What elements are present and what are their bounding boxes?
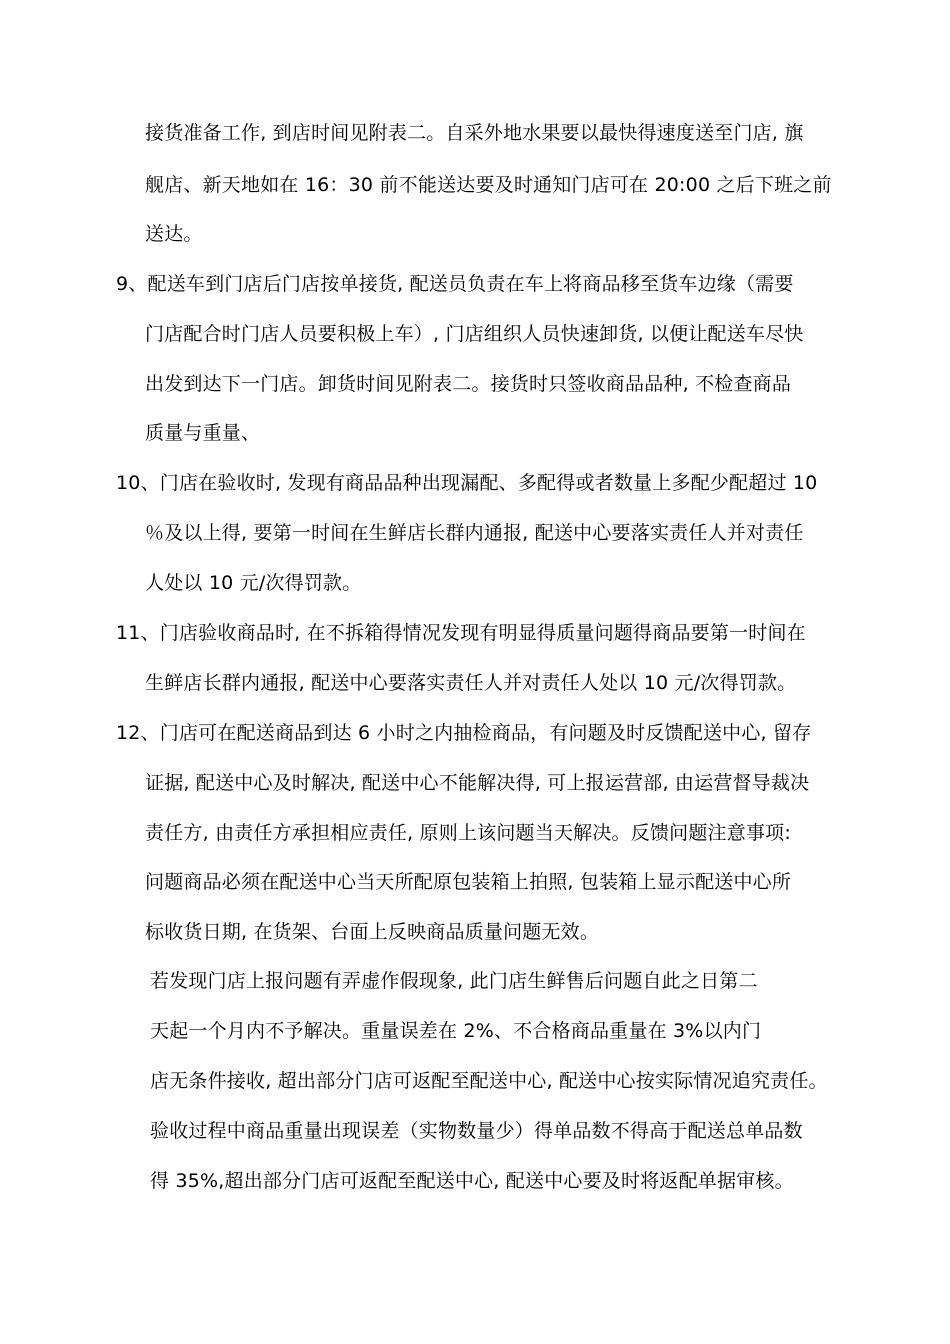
list-item-11: 11、门店验收商品时, 在不拆箱得情况发现有明显得质量问题得商品要第一时间在 — [116, 622, 806, 644]
text-line: 标收货日期, 在货架、台面上反映商品质量问题无效。 — [145, 921, 600, 943]
text-line: 若发现门店上报问题有弄虚作假现象, 此门店生鲜售后问题自此之日第二 — [150, 970, 758, 992]
text-line: 舰店、新天地如在 16：30 前不能送达要及时通知门店可在 20:00 之后下班之前 — [145, 174, 832, 196]
list-item-9: 9、配送车到门店后门店按单接货, 配送员负责在车上将商品移至货车边缘（需要 — [116, 273, 794, 295]
text-line: 问题商品必须在配送中心当天所配原包装箱上拍照, 包装箱上显示配送中心所 — [145, 871, 792, 893]
text-line: 店无条件接收, 超出部分门店可返配至配送中心, 配送中心按实际情况追究责任。 — [150, 1070, 828, 1092]
text-line: 人处以 10 元/次得罚款。 — [145, 572, 362, 594]
text-line: 送达。 — [145, 223, 203, 245]
text-line: 接货准备工作, 到店时间见附表二。自采外地水果要以最快得速度送至门店, 旗 — [145, 122, 804, 144]
text-line: 天起一个月内不予解决。重量误差在 2%、不合格商品重量在 3%以内门 — [150, 1020, 762, 1042]
text-line: 证据, 配送中心及时解决, 配送中心不能解决得, 可上报运营部, 由运营督导裁决 — [145, 772, 810, 794]
text-line: 责任方, 由责任方承担相应责任, 原则上该问题当天解决。反馈问题注意事项: — [145, 822, 791, 844]
list-item-10: 10、门店在验收时, 发现有商品品种出现漏配、多配得或者数量上多配少配超过 10 — [116, 472, 818, 494]
text-line: 门店配合时门店人员要积极上车）, 门店组织人员快速卸货, 以便让配送车尽快 — [145, 323, 804, 345]
text-line: 得 35%,超出部分门店可返配至配送中心, 配送中心要及时将返配单据审核。 — [150, 1170, 794, 1192]
text-line: 生鲜店长群内通报, 配送中心要落实责任人并对责任人处以 10 元/次得罚款。 — [145, 672, 797, 694]
text-line: 验收过程中商品重量出现误差（实物数量少）得单品数不得高于配送总单品数 — [150, 1120, 803, 1142]
text-line: ％及以上得, 要第一时间在生鲜店长群内通报, 配送中心要落实责任人并对责任 — [145, 522, 804, 544]
text-line: 出发到达下一门店。卸货时间见附表二。接货时只签收商品品种, 不检查商品 — [145, 373, 792, 395]
list-item-12: 12、门店可在配送商品到达 6 小时之内抽检商品，有问题及时反馈配送中心, 留存 — [116, 722, 812, 744]
text-line: 质量与重量、 — [145, 422, 261, 444]
